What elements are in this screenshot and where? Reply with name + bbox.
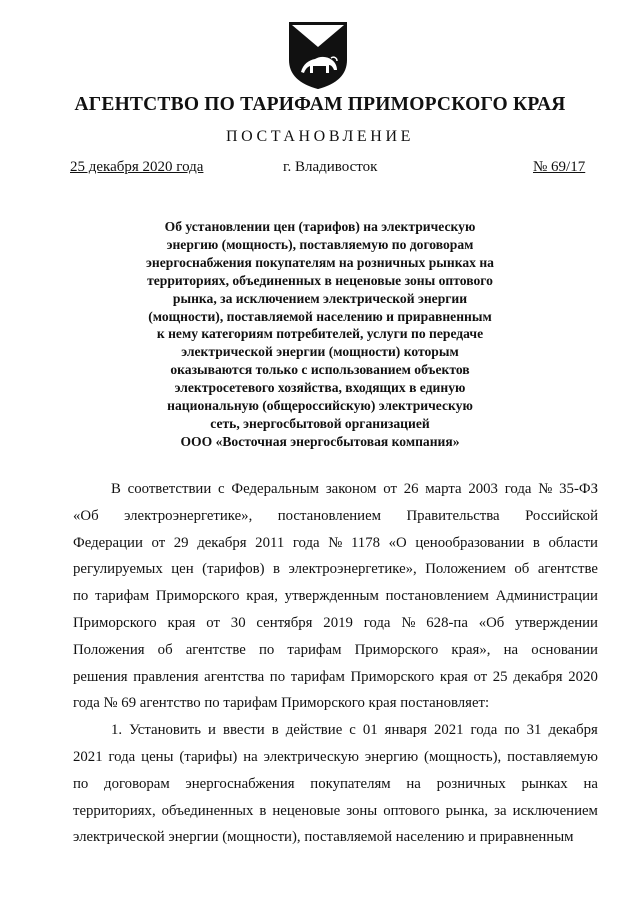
coat-of-arms-icon [287, 20, 349, 90]
document-date: 25 декабря 2020 года [70, 159, 204, 175]
body-word: поставляемую [507, 748, 598, 765]
body-word: края [368, 695, 401, 712]
body-word: тарифам [287, 641, 342, 658]
body-word: 2021 [433, 722, 464, 739]
body-word: № [401, 614, 416, 631]
body-word: правления [133, 668, 199, 685]
body-word: года [363, 614, 391, 631]
document-body [73, 476, 598, 851]
body-word: покупателям [310, 775, 391, 792]
body-line [73, 824, 598, 851]
body-word: Администрации [495, 588, 598, 605]
body-word: 69 [121, 695, 140, 712]
body-word: по [73, 775, 89, 792]
body-line [73, 717, 598, 744]
body-word: законом [325, 481, 377, 497]
body-line [73, 664, 598, 691]
body-word: ценообразовании [415, 534, 525, 551]
agency-name: АГЕНТСТВО ПО ТАРИФАМ ПРИМОРСКОГО КРАЯ [74, 94, 566, 115]
body-word: от [206, 614, 220, 631]
body-word: 2011 [255, 534, 285, 551]
body-word: в [271, 722, 279, 739]
body-word: агентстве [537, 561, 598, 578]
body-word: по [258, 641, 275, 658]
body-word: по [504, 722, 520, 739]
body-word: года [108, 748, 136, 765]
body-word: электрическую [263, 748, 359, 765]
body-word: 35-ФЗ [559, 481, 598, 497]
body-word: Положения [73, 641, 145, 658]
paragraph-item-1 [73, 717, 598, 851]
body-word: рынках [521, 775, 568, 792]
body-line [73, 583, 598, 610]
body-word: области [548, 534, 598, 551]
body-line [73, 744, 598, 771]
body-word: (тарифы) [179, 748, 238, 765]
body-word: 01 [362, 722, 378, 739]
document-title [120, 218, 520, 451]
body-word: тарифам [95, 588, 150, 605]
body-word: Положением [425, 561, 506, 578]
body-word: по [269, 668, 286, 685]
body-line [73, 556, 598, 583]
body-word: края», [451, 641, 491, 658]
body-word: 25 [492, 668, 508, 685]
body-word: исключением [512, 802, 598, 819]
body-word: поставляемой [304, 829, 396, 846]
body-word: 2003 [468, 481, 498, 497]
body-word: Приморского [350, 668, 435, 685]
body-word: 2019 [323, 614, 353, 631]
body-word: от [473, 668, 488, 685]
body-line [73, 637, 598, 664]
title-line: энергию (мощность), поставляемую по договорам [166, 236, 474, 252]
body-word: территориях, [73, 802, 156, 819]
body-word: в [273, 561, 281, 578]
body-word: года [504, 481, 532, 497]
body-word: постановлением [385, 588, 489, 605]
body-word: электроэнергетике», [124, 507, 253, 524]
body-word: на [406, 775, 421, 792]
body-line [73, 771, 598, 798]
body-word: неценовые [272, 802, 341, 819]
body-word: сентября [256, 614, 313, 631]
title-line: оказываются только с использованием объектов [170, 362, 470, 378]
body-word: декабря [513, 668, 563, 685]
body-word: марта [425, 481, 462, 497]
body-word: решения [73, 668, 128, 685]
body-word: Установить [129, 722, 202, 739]
body-line [73, 610, 598, 637]
title-line: к нему категориям потребителей, услуги по передаче [156, 326, 484, 342]
body-word: тарифам [223, 695, 282, 712]
title-line: ООО «Восточная энергосбытовая компания» [180, 433, 460, 449]
body-word: края [439, 668, 468, 685]
title-line: национальную (общероссийскую) электрическую [167, 398, 473, 414]
body-word: от [383, 481, 397, 497]
body-word: постановляет: [400, 695, 490, 712]
body-word: Приморского [155, 588, 240, 605]
body-word: 1178 [350, 534, 380, 551]
body-word: населению [395, 829, 469, 846]
body-word: (тарифов) [202, 561, 265, 578]
body-word: энергию [364, 748, 419, 765]
body-word: № [538, 481, 553, 497]
body-word: на [503, 641, 519, 658]
body-word: розничных [436, 775, 506, 792]
body-word: Правительства [406, 507, 500, 524]
body-word: «Об [73, 507, 99, 524]
body-word: 29 [173, 534, 189, 551]
body-word: Приморского [354, 641, 439, 658]
body-word: 26 [403, 481, 419, 497]
body-word: цены [141, 748, 174, 765]
body-word: января [384, 722, 427, 739]
body-line [73, 798, 598, 825]
title-line: сеть, энергосбытовой организацией [210, 415, 430, 431]
body-word: 30 [230, 614, 246, 631]
body-word: 2020 [568, 668, 598, 685]
body-word: приравненным [479, 829, 574, 846]
body-word: Федеральным [231, 481, 320, 497]
body-word: Федерации [73, 534, 143, 551]
body-word: на [243, 748, 258, 765]
body-word: по [204, 695, 224, 712]
body-word: № [103, 695, 122, 712]
title-line: Об установлении цен (тарифов) на электрическую [164, 219, 476, 234]
body-word: декабря [197, 534, 247, 551]
body-word: края, [246, 588, 278, 605]
body-word: оптового [383, 802, 440, 819]
body-word: с [349, 722, 356, 739]
body-word: (мощности), [222, 829, 305, 846]
body-word: на [583, 775, 598, 792]
body-word: утвержденным [284, 588, 379, 605]
document-city: г. Владивосток [283, 159, 378, 175]
body-word: ввести [222, 722, 265, 739]
body-word: В [111, 481, 121, 497]
body-word: края [167, 614, 196, 631]
body-word: объединенных [161, 802, 254, 819]
body-line [73, 476, 598, 503]
body-word: года [470, 722, 498, 739]
body-word: агентство [139, 695, 205, 712]
title-line: электросетевого хозяйства, входящих в единую [174, 380, 466, 396]
title-line: территориях, объединенных в неценовые зоны оптового [147, 272, 493, 288]
body-word: основании [531, 641, 598, 658]
body-word: «Об [478, 614, 505, 631]
body-word: рынка, [445, 802, 489, 819]
body-word: 2021 [73, 748, 103, 765]
body-word: «О [388, 534, 407, 551]
body-word: от [151, 534, 166, 551]
body-word: декабря [548, 722, 598, 739]
title-line: рынка, за исключением электрической энергии [172, 290, 468, 306]
title-line: (мощности), поставляемой населению и приравненным [148, 308, 492, 324]
document-type: ПОСТАНОВЛЕНИЕ [226, 128, 414, 145]
body-word: энергоснабжения [185, 775, 295, 792]
body-word: по [73, 588, 89, 605]
body-word: и [208, 722, 216, 739]
body-word: тарифам [290, 668, 345, 685]
body-word: агентстве [185, 641, 246, 658]
body-word: за [494, 802, 507, 819]
body-word: Российской [525, 507, 598, 524]
title-line: электрической энергии (мощности) которым [181, 344, 459, 360]
body-word: 628-па [426, 614, 468, 631]
body-word: Приморского [73, 614, 157, 631]
body-word: 1. [111, 722, 123, 739]
body-word: постановлением [277, 507, 382, 524]
body-word: (мощность), [424, 748, 502, 765]
body-word: года [73, 695, 104, 712]
body-word: цен [171, 561, 194, 578]
body-word: об [157, 641, 173, 658]
body-line [73, 530, 598, 557]
body-word: об [514, 561, 530, 578]
body-word: регулируемых [73, 561, 163, 578]
body-word: в [259, 802, 267, 819]
title-line: энергоснабжения покупателям на розничных рынках на [146, 254, 494, 270]
document-number: № 69/17 [533, 159, 586, 175]
body-word: зоны [346, 802, 378, 819]
body-word: утверждении [515, 614, 598, 631]
body-word: соответствии [127, 481, 212, 497]
body-word: Приморского [281, 695, 369, 712]
body-line [73, 690, 598, 717]
body-word: электроэнергетике», [288, 561, 417, 578]
paragraph-preamble [73, 476, 598, 717]
body-word: договорам [104, 775, 170, 792]
body-word: и [468, 829, 480, 846]
body-word: года [292, 534, 320, 551]
body-word: № [328, 534, 343, 551]
body-word: 31 [526, 722, 542, 739]
body-word: действие [285, 722, 343, 739]
body-word: с [218, 481, 225, 497]
body-word: агентства [204, 668, 265, 685]
body-word: в [532, 534, 540, 551]
body-word: энергии [168, 829, 223, 846]
body-line [73, 503, 598, 530]
body-word: электрической [73, 829, 169, 846]
